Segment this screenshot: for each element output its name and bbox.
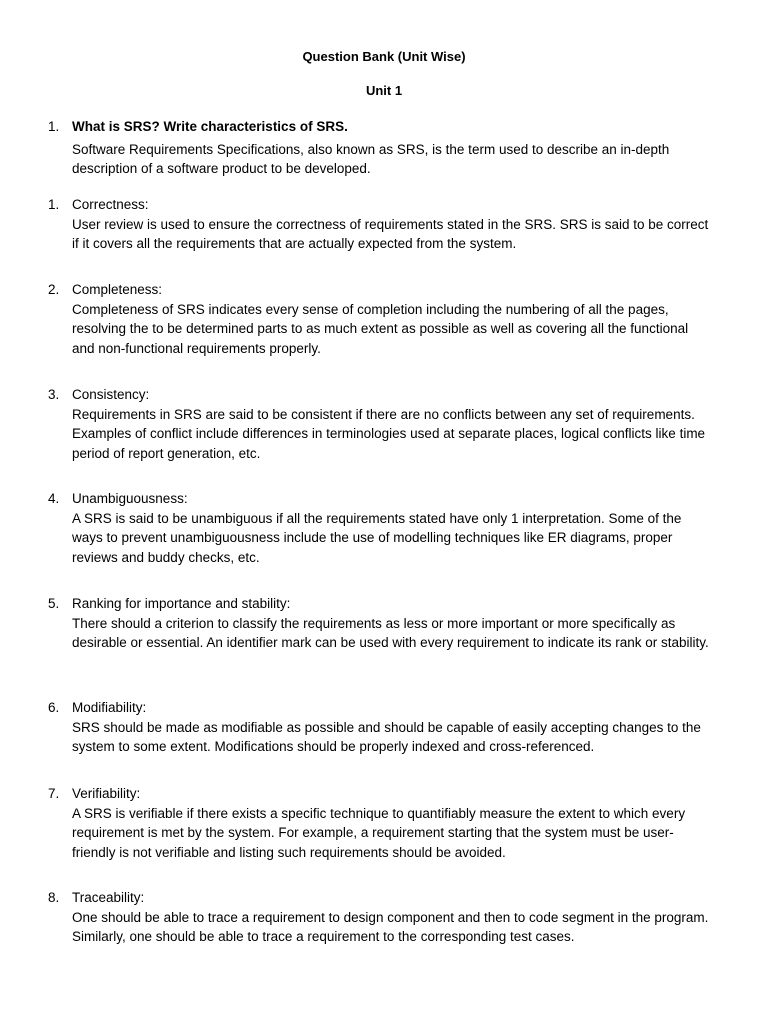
characteristic-number: 5.	[48, 596, 60, 611]
characteristic-item	[72, 784, 712, 862]
characteristic-item	[72, 594, 712, 653]
characteristic-title: Modifiability:	[72, 700, 147, 715]
characteristic-item	[72, 280, 712, 358]
characteristic-body: A SRS is verifiable if there exists a specific technique to quantifiably measure the extent to which every requirement is met by the system. For example, a requirement starting that the system must be user-friendly is not verifiable and listing such requirements should be avoided.	[72, 805, 686, 860]
characteristic-number: 7.	[48, 786, 60, 801]
characteristic-item	[72, 888, 712, 947]
characteristic-title: Verifiability:	[72, 786, 141, 801]
question-text: What is SRS? Write characteristics of SRS.	[72, 119, 348, 134]
question-answer: Software Requirements Specifications, also known as SRS, is the term used to describe an in-depth description of a software product to be developed.	[72, 141, 670, 176]
characteristic-number: 2.	[48, 282, 60, 297]
characteristic-body: A SRS is said to be unambiguous if all the requirements stated have only 1 interpretation. Some of the ways to prevent unambiguousness include the use of modelling techniques like ER diagrams, proper reviews and buddy checks, etc.	[72, 510, 682, 565]
question-number: 1.	[48, 119, 60, 134]
characteristic-number: 6.	[48, 700, 60, 715]
characteristic-item	[72, 698, 712, 757]
characteristic-item	[72, 195, 712, 254]
characteristic-body: Completeness of SRS indicates every sense of completion including the numbering of all the pages, resolving the to be determined parts to as much extent as possible as well as covering all the functional and non-functional requirements properly.	[72, 301, 689, 356]
characteristic-body: Requirements in SRS are said to be consistent if there are no conflicts between any set of requirements. Examples of conflict include differences in terminologies used at separate places, logical conflicts like time period of report generation, etc.	[72, 406, 706, 461]
characteristic-body: User review is used to ensure the correctness of requirements stated in the SRS. SRS is said to be correct if it covers all the requirements that are actually expected from the system.	[72, 216, 709, 251]
characteristic-title: Consistency:	[72, 387, 150, 402]
characteristic-number: 1.	[48, 197, 60, 212]
characteristic-number: 4.	[48, 491, 60, 506]
question-block	[72, 117, 712, 179]
characteristic-title: Traceability:	[72, 890, 145, 905]
characteristic-body: One should be able to trace a requirement to design component and then to code segment in the program. Similarly, one should be able to trace a requirement to the corresponding test cases.	[72, 909, 709, 944]
characteristic-title: Ranking for importance and stability:	[72, 596, 291, 611]
characteristic-body: SRS should be made as modifiable as possible and should be capable of easily accepting changes to the system to some extent. Modifications should be properly indexed and cross-referenced.	[72, 719, 701, 754]
characteristic-title: Completeness:	[72, 282, 163, 297]
characteristic-number: 8.	[48, 890, 60, 905]
characteristic-title: Unambiguousness:	[72, 491, 188, 506]
document-title: Question Bank (Unit Wise)	[302, 49, 466, 64]
characteristic-item	[72, 489, 712, 567]
characteristic-item	[72, 385, 712, 463]
characteristic-number: 3.	[48, 387, 60, 402]
unit-heading: Unit 1	[365, 83, 403, 98]
characteristic-title: Correctness:	[72, 197, 149, 212]
characteristic-body: There should a criterion to classify the requirements as less or more important or more specifically as desirable or essential. An identifier mark can be used with every requirement to indicate its rank or stability.	[72, 615, 709, 650]
